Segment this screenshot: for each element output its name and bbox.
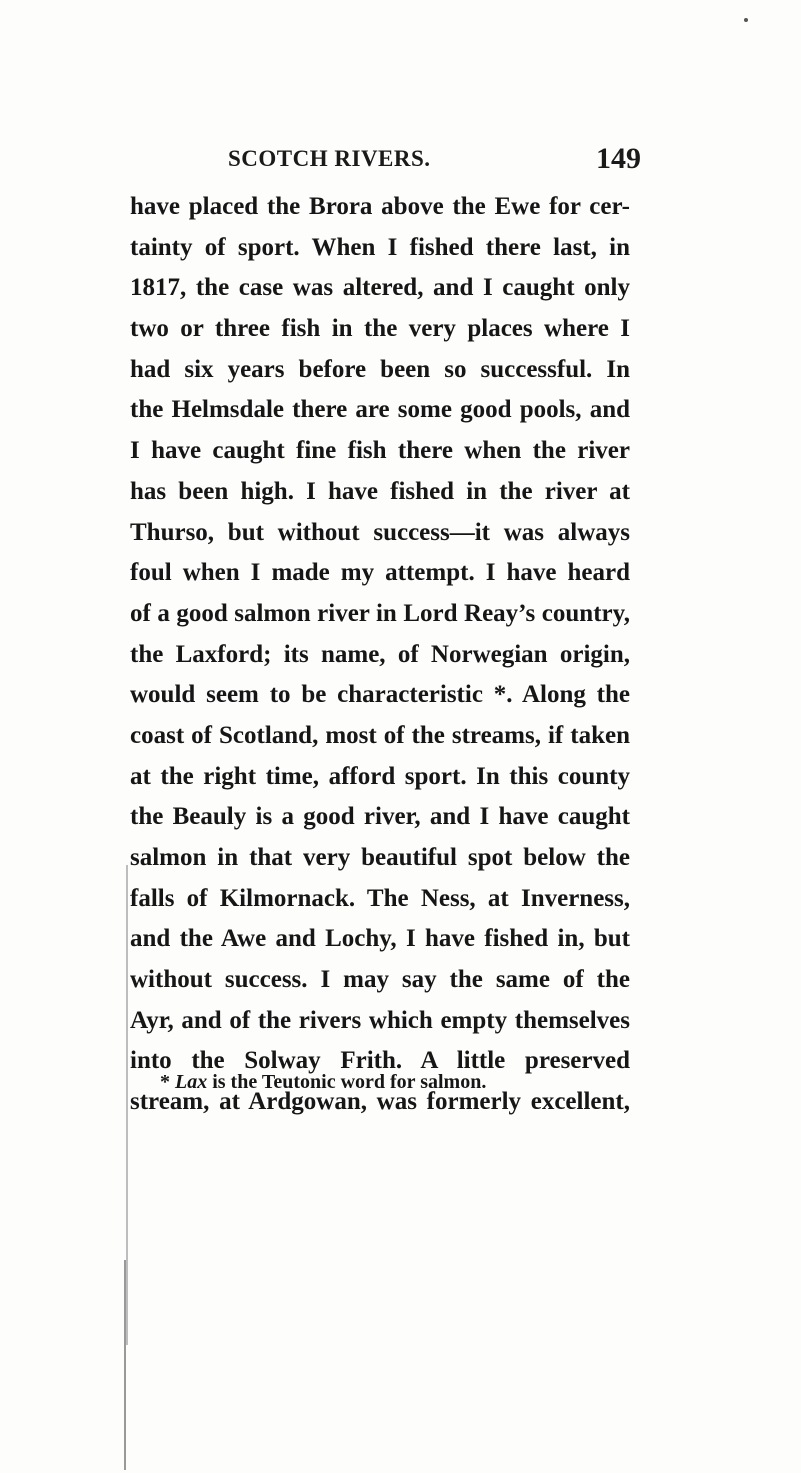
footnote	[160, 1071, 486, 1094]
text-line: foul when I made my attempt. I have heard	[130, 559, 630, 587]
page-header	[0, 142, 801, 182]
text-line: coast of Scotland, most of the streams, if taken	[130, 721, 630, 749]
text-line: two or three fish in the very places where I	[130, 315, 630, 343]
text-line: without success. I may say the same of the	[130, 966, 630, 994]
text-line: 1817, the case was altered, and I caught only	[130, 274, 630, 302]
text-line: the Laxford; its name, of Norwegian origin,	[130, 640, 630, 668]
text-line: stream, at Ardgowan, was formerly excellent,	[130, 1088, 630, 1116]
text-line: has been high. I have fished in the river at	[130, 477, 630, 505]
body-text	[130, 187, 630, 1123]
text-line: salmon in that very beautiful spot below the	[130, 844, 630, 871]
text-line: tainty of sport. When I fished there last, in	[130, 233, 630, 261]
text-line: I have caught fine fish there when the river	[130, 437, 630, 465]
text-line: the Beauly is a good river, and I have caught	[130, 803, 630, 831]
scan-edge-shadow	[126, 865, 128, 1345]
text-line: of a good salmon river in Lord Reay’s country,	[130, 599, 630, 627]
text-line: falls of Kilmornack. The Ness, at Inverness,	[130, 884, 630, 912]
text-line: the Helmsdale there are some good pools, and	[130, 396, 630, 424]
text-line: Thurso, but without success—it was always	[130, 518, 630, 546]
page-speck	[744, 18, 748, 22]
page-number: 149	[596, 142, 641, 175]
text-line: at the right time, afford sport. In this county	[130, 762, 630, 790]
footnote-term: Lax	[175, 1071, 208, 1093]
footnote-marker: *	[160, 1071, 170, 1093]
text-line: had six years before been so successful. In	[130, 355, 630, 383]
text-line: and the Awe and Lochy, I have fished in, but	[130, 925, 630, 953]
text-line: would seem to be characteristic *. Along the	[130, 681, 630, 709]
footnote-text: is the Teutonic word for salmon.	[212, 1071, 487, 1093]
scan-edge-shadow	[124, 1260, 126, 1470]
text-line: have placed the Brora above the Ewe for cer-	[130, 193, 630, 220]
text-line: into the Solway Frith. A little preserved	[130, 1047, 630, 1075]
text-line: Ayr, and of the rivers which empty themselves	[130, 1006, 630, 1034]
running-head: SCOTCH RIVERS.	[228, 146, 431, 171]
